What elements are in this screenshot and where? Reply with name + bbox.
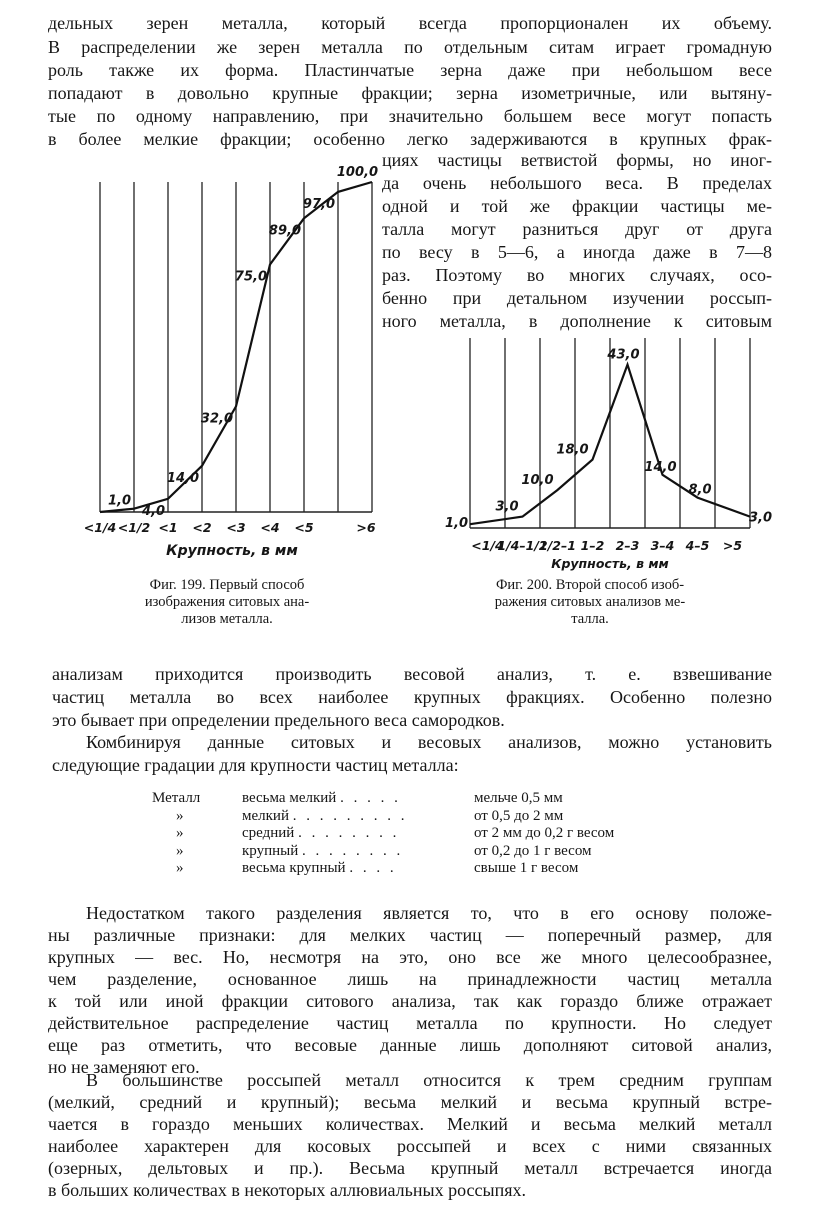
tick-label: <1/4 bbox=[83, 520, 117, 535]
chart-grid bbox=[100, 182, 372, 512]
text-line: бенно при детальном изучении россып- bbox=[382, 288, 772, 308]
row-prefix: » bbox=[176, 825, 184, 841]
row-value: от 0,2 до 1 г весом bbox=[474, 842, 592, 859]
tick-label: <1/2 bbox=[117, 520, 151, 535]
leader-dots: . . . . . bbox=[340, 790, 401, 806]
text-line: в больших количествах в некоторых аллювиальных россыпях. bbox=[48, 1180, 527, 1200]
text-line: (озерных, дельтовых и пр.). Весьма крупный металл встречается иногда bbox=[48, 1158, 772, 1178]
data-label: 10,0 bbox=[521, 473, 554, 488]
leader-dots: . . . . . . . . bbox=[298, 825, 400, 841]
data-label: 100,0 bbox=[336, 165, 378, 180]
data-label: 1,0 bbox=[444, 516, 468, 532]
row-value: от 0,5 до 2 мм bbox=[474, 807, 564, 824]
text-line: раз. Поэтому во многих случаях, осо- bbox=[382, 265, 772, 285]
grade-name: весьма мелкий bbox=[242, 790, 337, 806]
text-line: это бывает при определении предельного веса самородков. bbox=[52, 710, 505, 730]
figure-199-caption bbox=[92, 577, 362, 628]
data-label: 1,0 bbox=[107, 493, 131, 509]
tick-label: >5 bbox=[722, 538, 743, 553]
text-line: роль также их форма. Пластинчатые зерна даже при небольшом весе bbox=[48, 60, 772, 80]
data-label: 32,0 bbox=[200, 411, 233, 427]
data-labels bbox=[445, 348, 772, 532]
text-line: чем разделение, основанное лишь на принадлежности частиц металла bbox=[48, 969, 772, 989]
text-line: следующие градации для крупности частиц металла: bbox=[52, 755, 459, 775]
axis-label: Крупность, в мм bbox=[166, 543, 298, 559]
caption-line: Фиг. 199. Первый способ bbox=[149, 577, 305, 593]
tick-label: 3–4 bbox=[650, 538, 675, 553]
row-prefix: » bbox=[176, 842, 184, 859]
text-line: ны различные признаки: для мелких частиц — поперечный размер, для bbox=[48, 925, 772, 945]
text-line: но не заменяют его. bbox=[48, 1057, 200, 1077]
row-name bbox=[242, 860, 474, 878]
tick-labels bbox=[471, 538, 742, 553]
tick-label: <1 bbox=[158, 520, 178, 535]
text-line: чается в гораздо меньших количествах. Мелкий и весьма мелкий металл bbox=[48, 1114, 772, 1134]
table-row bbox=[152, 843, 614, 861]
figure-200-chart bbox=[440, 330, 772, 572]
grade-name: крупный bbox=[242, 842, 299, 859]
tick-label: >6 bbox=[356, 520, 376, 535]
leader-dots: . . . . bbox=[349, 860, 397, 876]
tick-labels bbox=[84, 520, 376, 535]
text-line: да очень небольшого веса. В пределах bbox=[382, 173, 772, 193]
leader-dots: . . . . . . . . bbox=[302, 842, 404, 859]
grade-name: средний bbox=[242, 825, 295, 841]
caption-line: Фиг. 200. Второй способ изоб- bbox=[495, 577, 685, 593]
tick-label: <4 bbox=[260, 520, 280, 535]
tick-label: 1/2–1 bbox=[539, 538, 576, 553]
text-line: Комбинируя данные ситовых и весовых анализов, можно установить bbox=[86, 732, 772, 752]
text-line: циях частицы ветвистой формы, но иног- bbox=[382, 150, 772, 170]
row-prefix: » bbox=[176, 860, 184, 876]
text-line: ного металла, в дополнение к ситовым bbox=[382, 311, 772, 331]
data-label: 4,0 bbox=[141, 503, 165, 519]
text-line: Недостатком такого разделения является то, что в его основу положе- bbox=[86, 903, 772, 923]
data-label: 3,0 bbox=[748, 510, 772, 526]
grade-name: мелкий bbox=[242, 807, 289, 824]
axis-label: Крупность, в мм bbox=[551, 556, 669, 571]
tick-label: <1/4 bbox=[471, 538, 504, 553]
data-label: 97,0 bbox=[302, 196, 335, 212]
text-line: в более мелкие фракции; особенно легко задерживаются в крупных фрак- bbox=[48, 129, 772, 149]
text-line: крупных — вес. Но, несмотря на это, оно все же много целесообразнее, bbox=[48, 947, 772, 967]
row-value: свыше 1 г весом bbox=[474, 860, 579, 876]
caption-line: лизов металла. bbox=[181, 611, 273, 627]
text-line: попадают в довольно крупные фракции; зерна изометричные, или вытяну- bbox=[48, 83, 772, 103]
data-label: 18,0 bbox=[556, 442, 589, 458]
figure-199-chart bbox=[80, 150, 380, 570]
tick-label: <5 bbox=[294, 520, 314, 535]
data-label: 75,0 bbox=[234, 269, 267, 285]
leader-dots: . . . . . . . . . bbox=[292, 807, 408, 824]
row-prefix: Металл bbox=[152, 790, 201, 806]
table-row bbox=[152, 860, 614, 878]
text-line: (мелкий, средний и крупный); весьма мелкий и весьма крупный встре- bbox=[48, 1092, 772, 1112]
text-line: дельных зерен металла, который всегда пропорционален их объему. bbox=[48, 13, 772, 33]
table-row bbox=[152, 808, 614, 826]
data-label: 3,0 bbox=[495, 499, 519, 515]
text-line: талла могут разниться друг от друга bbox=[382, 219, 772, 239]
gradations-table bbox=[152, 790, 614, 878]
row-value: мельче 0,5 мм bbox=[474, 790, 563, 806]
caption-line: талла. bbox=[571, 611, 609, 627]
data-label: 8,0 bbox=[688, 482, 712, 498]
data-label: 43,0 bbox=[607, 347, 640, 363]
data-label: 14,0 bbox=[644, 459, 677, 475]
table-row bbox=[152, 825, 614, 843]
tick-label: <3 bbox=[226, 520, 246, 535]
row-name bbox=[242, 825, 474, 843]
text-line: частиц металла во всех наиболее крупных фракциях. Особенно полезно bbox=[52, 687, 772, 707]
caption-line: изображения ситовых ана- bbox=[144, 594, 310, 610]
tick-label: 2–3 bbox=[615, 538, 640, 553]
text-line: В распределении же зерен металла по отдельным ситам играет громадную bbox=[48, 37, 772, 57]
grade-name: весьма крупный bbox=[242, 860, 346, 876]
figure-200-caption bbox=[445, 577, 735, 628]
caption-line: ражения ситовых анализов ме- bbox=[494, 594, 686, 610]
row-value: от 2 мм до 0,2 г весом bbox=[474, 825, 615, 841]
data-label: 89,0 bbox=[268, 223, 301, 239]
row-name bbox=[242, 808, 474, 826]
data-label: 14,0 bbox=[166, 470, 199, 486]
text-line: к той или иной фракции ситового анализа, так как гораздо ближе отражает bbox=[48, 991, 772, 1011]
text-line: еще раз отметить, что весовые данные лишь дополняют ситовой анализ, bbox=[48, 1035, 772, 1055]
text-line: тые по одному направлению, при значительно большем весе могут попасть bbox=[48, 106, 772, 126]
text-line: В большинстве россыпей металл относится к трем средним группам bbox=[86, 1070, 772, 1090]
tick-label: 4–5 bbox=[685, 538, 710, 553]
text-line: анализам приходится производить весовой анализ, т. е. взвешивание bbox=[52, 664, 772, 684]
tick-label: 1–2 bbox=[580, 538, 605, 553]
tick-label: <2 bbox=[192, 520, 212, 535]
table-row bbox=[152, 790, 614, 808]
text-line: наиболее характерен для косовых россыпей и всех с ними связанных bbox=[48, 1136, 772, 1156]
text-line: действительное распределение частиц металла по крупности. Но следует bbox=[48, 1013, 772, 1033]
text-line: по весу в 5—6, а иногда даже в 7—8 bbox=[382, 242, 772, 262]
row-prefix: » bbox=[176, 807, 184, 824]
text-line: одной и той же фракции частицы ме- bbox=[382, 196, 772, 216]
tick-label: 1/4–1/2 bbox=[497, 538, 548, 553]
row-name bbox=[242, 790, 474, 808]
row-name bbox=[242, 843, 474, 861]
